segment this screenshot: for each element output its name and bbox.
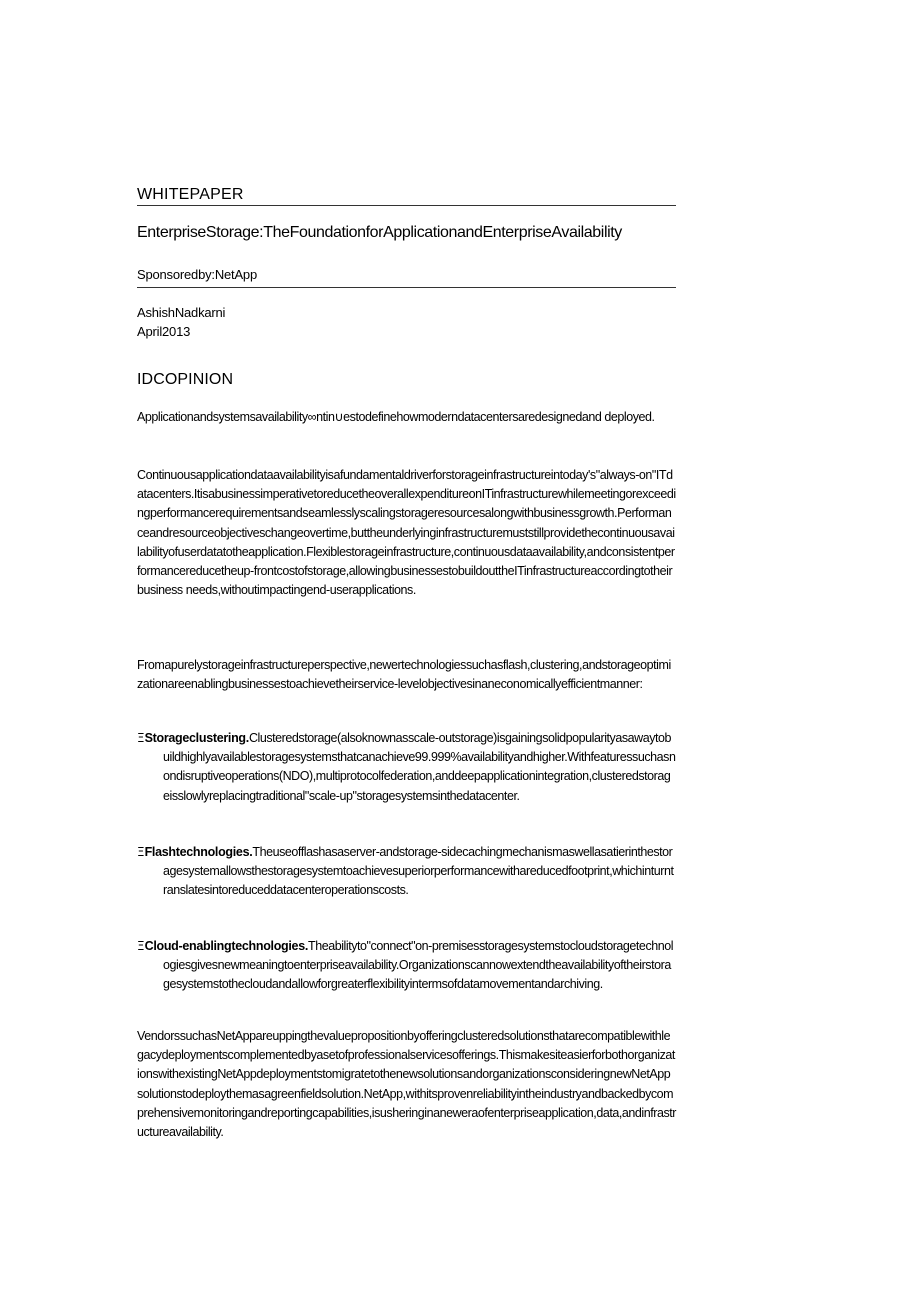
paragraph: Applicationandsystemsavailability∞ntin∪estodefinehowmoderndatacentersaredesignedand deployed. bbox=[137, 410, 655, 424]
author-name: AshishNadkarni bbox=[137, 305, 226, 320]
bullet-glyph: Ξ bbox=[137, 939, 145, 953]
bullet-item bbox=[137, 729, 676, 806]
section-heading: IDCOPINION bbox=[137, 371, 234, 388]
sponsor-line: Sponsoredby:NetApp bbox=[137, 267, 257, 282]
document-title: EnterpriseStorage:TheFoundationforApplicationandEnterpriseAvailability bbox=[137, 224, 622, 241]
header-divider-bottom bbox=[137, 287, 676, 288]
paragraph: Continuousapplicationdataavailabilityisafundamentaldriverforstorageinfrastructureintoday's"always-on"ITdatacenters.ItisabusinessimperativetoreducetheoverallexpenditureonITinfrastructurewhilemeetingorexceedingperformancerequirementsandseamlesslyscalingstorageresourcesalongwithbusinessgrowth.Performanceandresourceobjectiveschangeovertime,buttheunderlyinginfrastructuremuststillprovidethecontinuousavailabilityofuserdatatotheapplication.Flexiblestorageinfrastructure,continuousdataavailability,andconsistentperformancereducetheup-frontcostofstorage,allowingbusinessestobuildouttheITinfrastructureaccordingtotheirbusiness needs,withoutimpactingend-userapplications. bbox=[137, 468, 676, 598]
paragraph: Fromapurelystorageinfrastructureperspective,newertechnologiessuchasflash,clustering,andstorageoptimizationareenablingbusinessestoachievetheirservice-levelobjectivesinaneconomicallyefficientmanner: bbox=[137, 658, 671, 692]
bullet-glyph: Ξ bbox=[137, 731, 145, 745]
header-divider-top bbox=[137, 205, 676, 206]
bullet-title: Flashtechnologies. bbox=[144, 845, 253, 859]
bullet-glyph: Ξ bbox=[137, 845, 145, 859]
bullet-item bbox=[137, 937, 676, 995]
document-type-label: WHITEPAPER bbox=[137, 186, 244, 203]
bullet-text: Theuseofflashasaserver-andstorage-sidecachingmechanismaswellasatierinthestoragesystemallowsthestoragesystemtoachievesuperiorperformancewithareducedfootprint,whichinturntranslatesintoreduceddatacenteroperationscosts. bbox=[163, 845, 674, 898]
bullet-title: Cloud-enablingtechnologies. bbox=[144, 939, 309, 953]
bullet-text: Theabilityto"connect"on-premisesstoragesystemstocloudstoragetechnologiesgivesnewmeaningtoenterpriseavailability.Organizationscannowextendtheavailabilityoftheirstoragesystemstothecloudandallowforgreaterflexibilityintermsofdatamovementandarchiving. bbox=[163, 939, 674, 992]
publication-date: April2013 bbox=[137, 324, 191, 339]
bullet-text: Clusteredstorage(alsoknownasscale-outstorage)isgainingsolidpopularityasawaytobuildhighlyavailablestoragesystemsthatcanachieve99.999%availabilityandhigher.Withfeaturessuchasnondisruptiveoperations(NDO),multiprotocolfederation,anddeepapplicationintegration,clusteredstorageisslowlyreplacingtraditional"scale-up"storagesystemsinthedatacenter. bbox=[163, 731, 676, 803]
bullet-title: Storageclustering. bbox=[144, 731, 249, 745]
closing-paragraph: VendorssuchasNetAppareuppingthevaluepropositionbyofferingclusteredsolutionsthatarecompatiblewithlegacydeploymentscomplementedbyasetofprofessionalservicesofferings.ThismakesiteasierforbothorganizationswithexistingNetAppdeploymentstomigratetothenewsolutionsandorganizationsconsideringnewNetAppsolutionstodeploythemasagreenfieldsolution.NetApp,withitsprovenreliabilityintheindustryandbackedbycomprehensivemonitoringandreportingcapabilities,isusheringinaneweraofenterpriseapplication,data,andinfrastructureavailability. bbox=[137, 1029, 676, 1140]
bullet-item bbox=[137, 843, 676, 901]
